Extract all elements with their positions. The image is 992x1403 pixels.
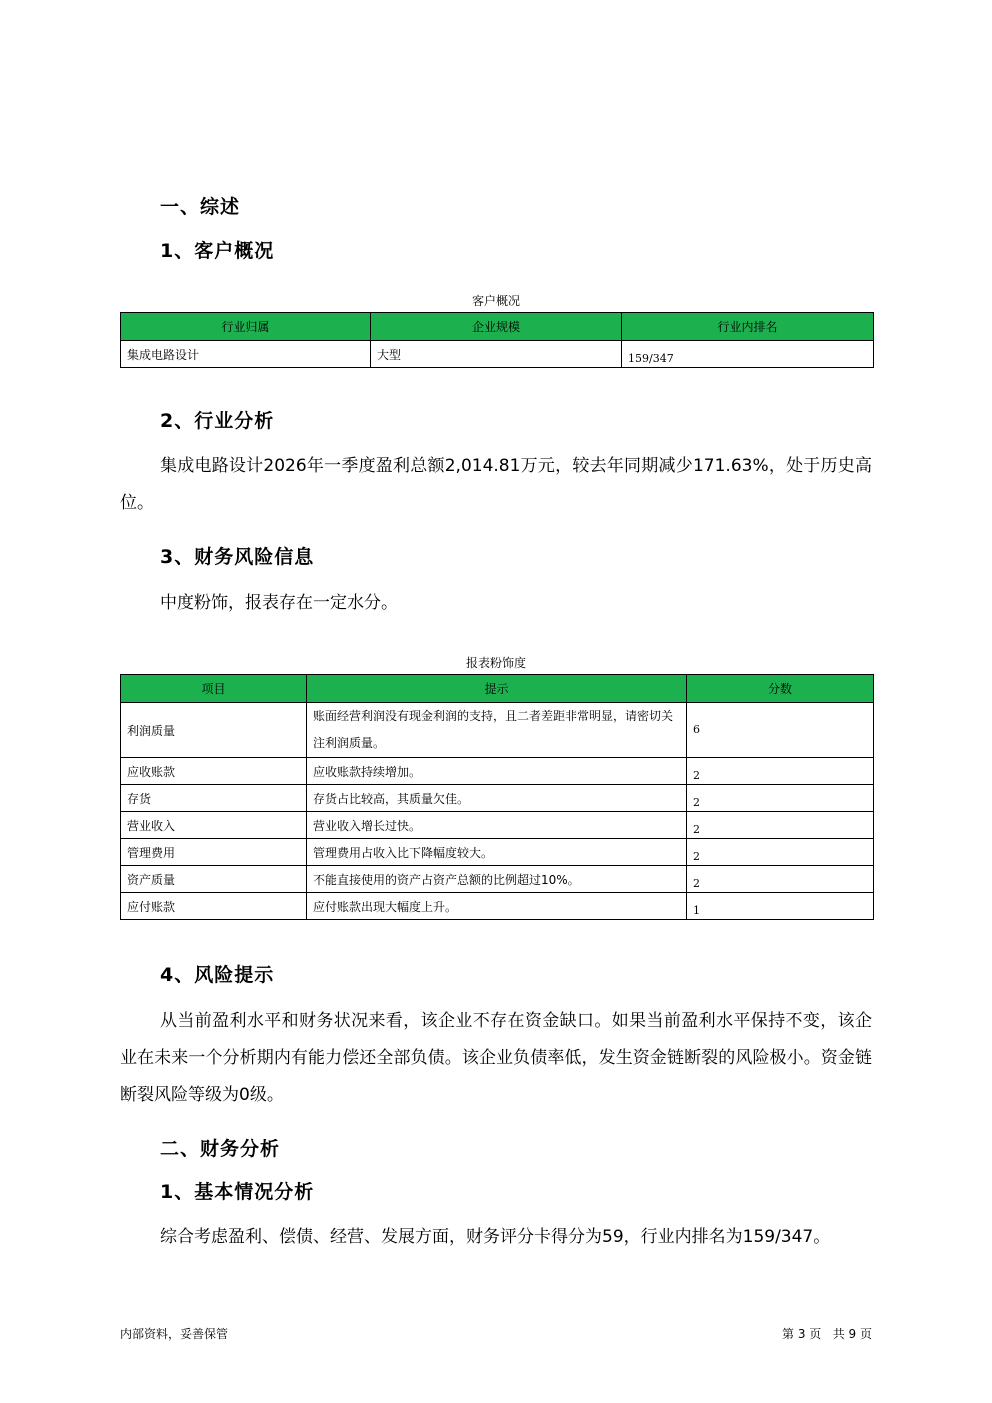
table-header-cell: 项目 — [121, 675, 307, 703]
table-header-cell: 行业归属 — [121, 313, 371, 341]
table-cell: 2 — [687, 839, 874, 866]
subsection-title: 2、行业分析 — [160, 410, 275, 432]
table-cell: 2 — [687, 866, 874, 893]
table-cell: 账面经营利润没有现金利润的支持，且二者差距非常明显，请密切关注利润质量。 — [307, 703, 687, 758]
table-header-cell: 提示 — [307, 675, 687, 703]
table-cell: 存货 — [121, 785, 307, 812]
table-cell: 应付账款出现大幅度上升。 — [307, 893, 687, 920]
customer-table — [120, 312, 874, 368]
window-dressing-table — [120, 674, 874, 920]
table-row — [121, 703, 874, 758]
table-caption: 客户概况 — [471, 294, 520, 308]
subsection-title: 3、财务风险信息 — [160, 546, 315, 568]
financial-risk-paragraph: 中度粉饰，报表存在一定水分。 — [160, 593, 398, 613]
subsection-title: 1、基本情况分析 — [160, 1181, 315, 1203]
table-row — [121, 812, 874, 839]
table-cell: 1 — [687, 893, 874, 920]
table-cell: 大型 — [371, 341, 622, 368]
table-row — [121, 839, 874, 866]
section-title: 二、财务分析 — [160, 1138, 281, 1160]
table-header-cell: 分数 — [687, 675, 874, 703]
subsection-title: 4、风险提示 — [160, 964, 275, 986]
table-cell: 2 — [687, 812, 874, 839]
table-cell: 应收账款 — [121, 758, 307, 785]
basic-analysis-paragraph: 综合考虑盈利、偿债、经营、发展方面，财务评分卡得分为59，行业内排名为159/347。 — [160, 1227, 831, 1247]
table-cell: 6 — [687, 703, 874, 758]
table-cell: 159/347 — [622, 341, 874, 368]
table-cell: 集成电路设计 — [121, 341, 371, 368]
table-cell: 管理费用占收入比下降幅度较大。 — [307, 839, 687, 866]
table-header-row — [121, 313, 874, 341]
table-header-cell: 企业规模 — [371, 313, 622, 341]
footer-confidential: 内部资料，妥善保管 — [120, 1327, 229, 1341]
table-cell: 应收账款持续增加。 — [307, 758, 687, 785]
table-cell: 营业收入增长过快。 — [307, 812, 687, 839]
table-cell: 应付账款 — [121, 893, 307, 920]
table-caption: 报表粉饰度 — [465, 656, 526, 670]
table-header-cell: 行业内排名 — [622, 313, 874, 341]
table-cell: 资产质量 — [121, 866, 307, 893]
table-row — [121, 758, 874, 785]
table-cell: 存货占比较高，其质量欠佳。 — [307, 785, 687, 812]
risk-paragraph: 从当前盈利水平和财务状况来看，该企业不存在资金缺口。如果当前盈利水平保持不变，该企业在未来一个分析期内有能力偿还全部负债。该企业负债率低，发生资金链断裂的风险极小。资金链断裂风险等级为0级。 — [120, 1011, 872, 1105]
table-row — [121, 785, 874, 812]
section-title: 一、综述 — [160, 196, 241, 218]
table-header-row — [121, 675, 874, 703]
table-cell: 营业收入 — [121, 812, 307, 839]
table-row — [121, 866, 874, 893]
table-cell: 2 — [687, 785, 874, 812]
table-row — [121, 893, 874, 920]
table-cell: 不能直接使用的资产占资产总额的比例超过10%。 — [307, 866, 687, 893]
table-cell: 管理费用 — [121, 839, 307, 866]
subsection-title: 1、客户概况 — [160, 240, 275, 262]
table-row — [121, 341, 874, 368]
table-cell: 2 — [687, 758, 874, 785]
industry-paragraph: 集成电路设计2026年一季度盈利总额2,014.81万元，较去年同期减少171.63%，处于历史高位。 — [120, 456, 872, 513]
table-cell: 利润质量 — [121, 703, 307, 758]
footer-page-number: 第 3 页 共 9 页 — [782, 1327, 872, 1341]
